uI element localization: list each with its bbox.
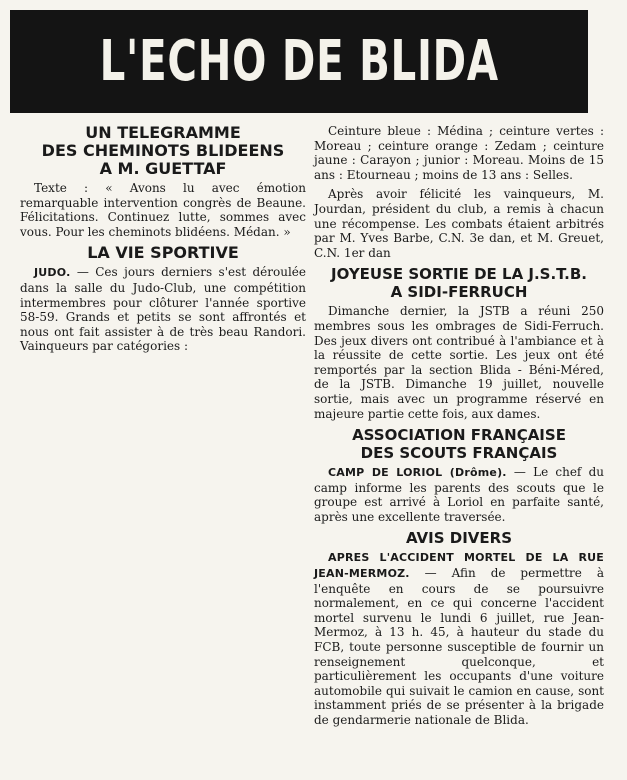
telegram-body: Texte : « Avons lu avec émotion remarquable intervention congrès de Beaune. Félicitations. Continuez lutte, sommes avec vous. Pour les cheminots blidéens. Médan. »: [20, 181, 306, 239]
outing-body: Dimanche dernier, la JSTB a réuni 250 membres sous les ombrages de Sidi-Ferruch. Des jeux divers ont contribué à l'ambiance et à la réussite de cette sortie. Les jeux ont été remportés par la section Blida - Béni-Méred, de la JSTB. Dimanche 19 juillet, nouvelle sortie, mais avec un programme réservé en majeure partie cette fois, aux dames.: [314, 304, 604, 421]
notices-headline: AVIS DIVERS: [405, 529, 513, 548]
telegram-headline: UN TELEGRAMME DES CHEMINOTS BLIDEENS A M. GUETTAF: [41, 123, 285, 178]
outing-headline: JOYEUSE SORTIE DE LA J.S.T.B. A SIDI-FERRUCH: [331, 265, 587, 302]
sports-body: — Ces jours derniers s'est déroulée dans la salle du Judo-Club, une compétition intermembres pour clôturer l'année sportive 58-59. Grands et petits se sont affrontés et nous ont fait assister à de très beau Randori. Vainqueurs par catégories :: [20, 265, 306, 354]
sports-paragraph: [20, 265, 306, 354]
sports-results: Ceinture bleue : Médina ; ceinture vertes : Moreau ; ceinture orange : Zedam ; ceinture jaune : Carayon ; junior : Moreau. Moins de 15 ans : Etourneau ; moins de 13 ans : Selles.: [314, 124, 604, 182]
masthead: [10, 10, 588, 113]
notices-lead: APRES L'ACCIDENT MORTEL DE LA RUE JEAN-MERMOZ.: [314, 551, 604, 581]
scouts-lead: CAMP DE LORIOL (Drôme).: [328, 466, 507, 480]
scouts-paragraph: [314, 465, 604, 524]
scouts-body: — Le chef du camp informe les parents des scouts que le groupe est arrivé à Loriol en parfaite santé, après une excellente traversée.: [314, 465, 604, 524]
left-column: [20, 124, 306, 354]
sports-closing: Après avoir félicité les vainqueurs, M. Jourdan, président du club, a remis à chacun une récompense. Les combats étaient arbitrés par M. Yves Barbe, C.N. 3e dan, et M. Greuet, C.N. 1er dan: [314, 187, 604, 260]
notices-body: — Afin de permettre à l'enquête en cours de se poursuivre normalement, en ce qui concerne l'accident mortel survenu le lundi 6 juillet, rue Jean-Mermoz, à 13 h. 45, à hauteur du stade du FCB, toute personne susceptible de fournir un renseignement quelconque, et particulièrement les occupants d'une voiture automobile qui suivait le camion en cause, sont instamment priés de se présenter à la brigade de gendarmerie nationale de Blida.: [314, 566, 604, 727]
right-column: [314, 124, 604, 728]
notices-paragraph: [314, 550, 604, 727]
masthead-title: L'ECHO DE BLIDA: [99, 29, 499, 94]
sports-lead: JUDO.: [34, 266, 71, 280]
scouts-headline: ASSOCIATION FRANÇAISE DES SCOUTS FRANÇAIS: [352, 426, 566, 463]
sports-headline: LA VIE SPORTIVE: [87, 243, 239, 263]
